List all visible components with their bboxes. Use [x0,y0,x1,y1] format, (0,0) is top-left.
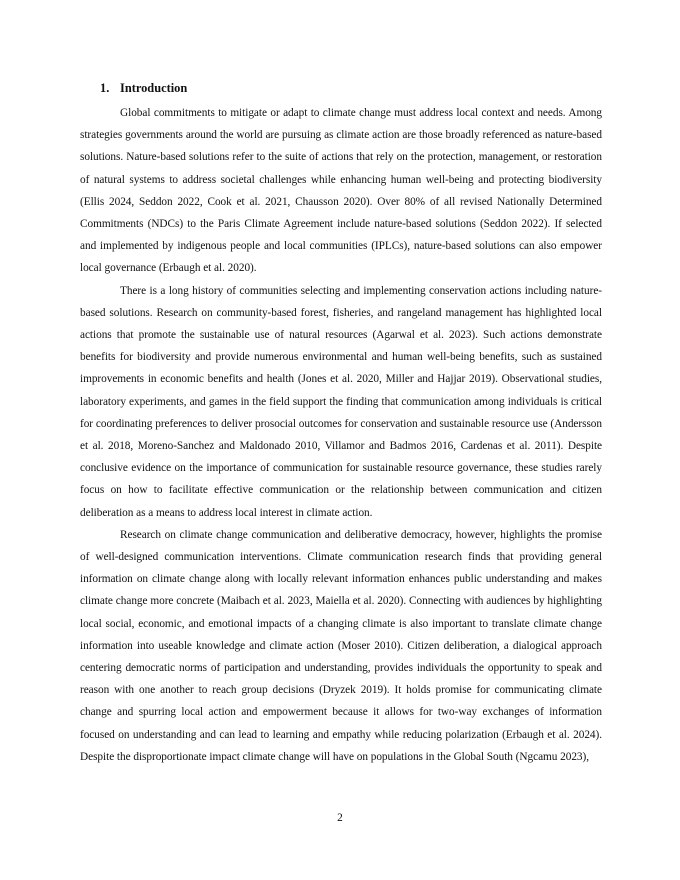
paragraph-3: Research on climate change communication and deliberative democracy, however, highlights the promise of well-designed communication interventions. Climate communication research finds that providing general information on climate change along with locally relevant information enhances public understanding and makes climate change more concrete (Maibach et al. 2023, Maiella et al. 2020). Connecting with audiences by highlighting local social, economic, and emotional impacts of a changing climate is also important to translate climate change information into useable knowledge and climate action (Moser 2010). Citizen deliberation, a dialogical approach centering democratic norms of participation and understanding, provides individuals the opportunity to speak and reason with one another to reach group decisions (Dryzek 2019). It holds promise for communicating climate change and spurring local action and empowerment because it allows for two-way exchanges of information focused on understanding and can lead to learning and empathy while reducing polarization (Erbaugh et al. 2024). Despite the disproportionate impact climate change will have on populations in the Global South (Ngcamu 2023), [80,528,602,763]
document-page [80,78,602,768]
paragraph-2: There is a long history of communities selecting and implementing conservation actions including nature-based solutions. Research on community-based forest, fisheries, and rangeland management has highlighted local actions that promote the sustainable use of natural resources (Agarwal et al. 2023). Such actions demonstrate benefits for biodiversity and provide numerous environmental and human well-being benefits, such as sustained improvements in economic benefits and health (Jones et al. 2020, Miller and Hajjar 2019). Observational studies, laboratory experiments, and games in the field support the finding that communication among individuals is critical for coordinating preferences to deliver prosocial outcomes for conservation and sustainable resource use (Andersson et al. 2018, Moreno-Sanchez and Maldonado 2010, Villamor and Badmos 2016, Cardenas et al. 2011). Despite conclusive evidence on the importance of communication for sustainable resource governance, these studies rarely focus on how to facilitate effective communication or the relationship between communication and citizen deliberation as a means to address local interest in climate action. [80,284,602,519]
section-heading [100,78,602,98]
section-title: Introduction [120,81,188,95]
page-number: 2 [337,812,343,824]
section-number: 1. [100,81,110,95]
paragraph-1: Global commitments to mitigate or adapt to climate change must address local context and needs. Among strategies governments around the world are pursuing as climate action are those broadly referenced as nature-based solutions. Nature-based solutions refer to the suite of actions that rely on the protection, management, or restoration of natural systems to address societal challenges while enhancing human well-being and protecting biodiversity (Ellis 2024, Seddon 2022, Cook et al. 2021, Chausson 2020). Over 80% of all revised Nationally Determined Commitments (NDCs) to the Paris Climate Agreement include nature-based solutions (Seddon 2022). If selected and implemented by indigenous people and local communities (IPLCs), nature-based solutions can also empower local governance (Erbaugh et al. 2020). [80,107,602,275]
